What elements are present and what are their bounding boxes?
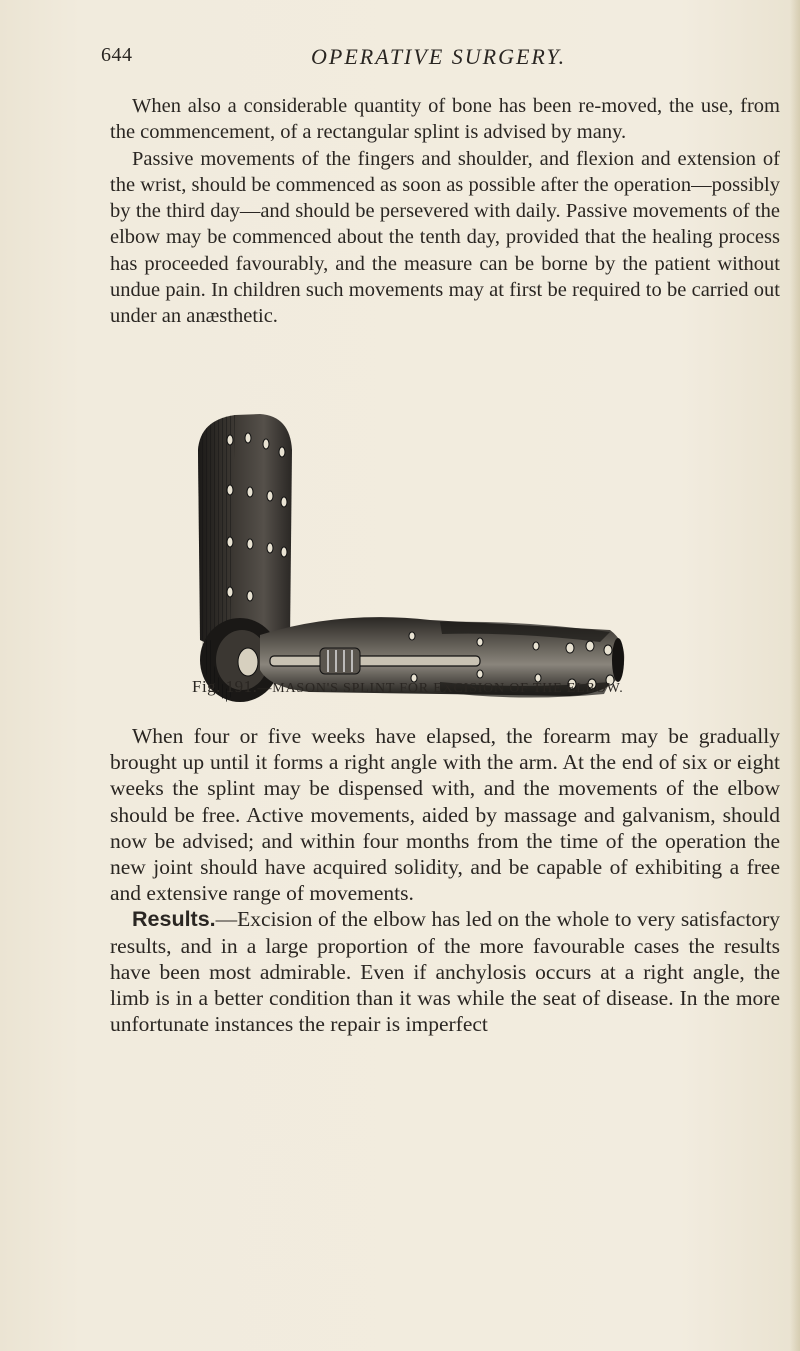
paragraph: When four or five weeks have elapsed, the forearm may be gradually brought up until it forms a right angle with the arm. At the end of six or eight weeks the splint may be dispensed with, and the movements of the elbow should be free. Active movements, aided by massage and galvanism, should now be advised; and within four months from the time of the operation the new joint should have acquired solidity, and be capable of exhibiting a free and extensive range of movements. <box>110 724 780 906</box>
figure-label: Fig. 191. <box>192 677 258 696</box>
figure-caption-text: —MASON'S SPLINT FOR EXCISION OF THE ELBOW. <box>257 681 624 696</box>
results-text: —Excision of the elbow has led on the whole to very satisfactory results, and in a large proportion of the more favourable cases the results have been most admirable. Even if anchylosis occurs at a right angle, the limb is in a better condition than it was while the seat of disease. In the more unfortunate instances the repair is imperfect <box>110 907 780 1037</box>
page-edge-shadow <box>790 0 800 1351</box>
text-block-bottom <box>110 723 780 1037</box>
page-header <box>101 44 761 74</box>
page-number: 644 <box>101 44 133 66</box>
text-block-top <box>110 93 780 330</box>
running-head: OPERATIVE SURGERY. <box>311 44 567 69</box>
figure-caption <box>192 677 792 697</box>
paragraph: When also a considerable quantity of bone has been re-moved, the use, from the commencement, of a rectangular splint is advised by many. <box>110 95 780 144</box>
splint-illustration <box>190 410 630 710</box>
paragraph: Passive movements of the fingers and shoulder, and flexion and extension of the wrist, should be commenced as soon as possible after the operation—possibly by the third day—and should be persevered with daily. Passive movements of the elbow may be commenced about the tenth day, provided that the healing process has proceeded favourably, and the measure can be borne by the patient without undue pain. In children such movements may at first be required to be carried out under an anæsthetic. <box>110 147 780 328</box>
results-heading: Results. <box>132 907 216 932</box>
results-paragraph <box>110 906 780 1037</box>
